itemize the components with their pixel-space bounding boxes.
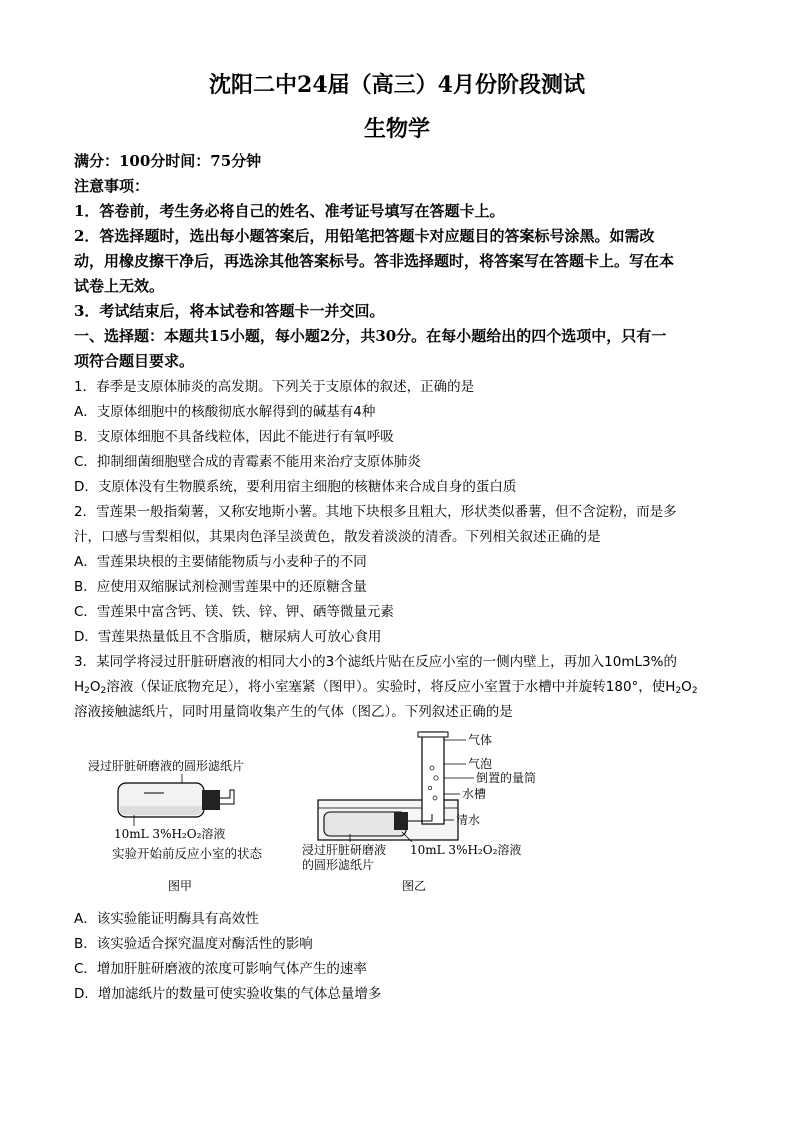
notice-line: 3．考试结束后，将本试卷和答题卡一并交回。 [74,302,385,320]
subject-title: 生物学 [363,116,430,142]
figure-jia [88,758,263,893]
jia-caption: 图甲 [168,879,193,893]
q2-stem: 2．雪莲果一般指菊薯，又称安地斯小薯。其地下块根多且粗大，形状类似番薯，但不含淀粉，而是多 [74,504,677,520]
jia-state-label: 实验开始前反应小室的状态 [112,846,263,861]
section-heading: 项符合题目要求。 [74,352,195,370]
q2-option-d: D．雪莲果热量低且不含脂质，糖尿病人可放心食用 [74,629,382,645]
yi-cylinder-label: 倒置的量筒 [476,771,537,785]
section-heading: 一、选择题：本题共15小题，每小题2分，共30分。在每小题给出的四个选项中，只有一 [74,327,667,345]
q3-stem: $H_2O_2$溶液（保证底物充足），将小室塞紧（图甲）。实验时，将反应小室置于水槽中并旋转180°，使$H_2O_2$ [74,679,698,696]
q3-stem: 溶液接触滤纸片，同时用量筒收集产生的气体（图乙）。下列叙述正确的是 [74,704,513,720]
yi-paper-label: 浸过肝脏研磨液 [302,843,387,857]
jia-solution-label: 10mL 3%H₂O₂溶液 [114,827,226,841]
q2-stem: 汁，口感与雪梨相似，其果肉色泽呈淡黄色，散发着淡淡的清香。下列相关叙述正确的是 [74,529,601,545]
notice-line: 动，用橡皮擦干净后，再选涂其他答案标号。答非选择题时，将答案写在答题卡上。写在本 [74,252,675,270]
q2-option-b: B．应使用双缩脲试剂检测雪莲果中的还原糖含量 [74,579,367,595]
exam-title: 沈阳二中24届（高三）4月份阶段测试 [209,72,585,98]
q2-option-a: A．雪莲果块根的主要储能物质与小麦种子的不同 [74,554,367,570]
yi-tank-label: 水槽 [462,787,487,801]
q1-stem: 1．春季是支原体肺炎的高发期。下列关于支原体的叙述，正确的是 [74,379,475,395]
q1-option-c: C．抑制细菌细胞壁合成的青霉素不能用来治疗支原体肺炎 [74,454,421,470]
q1-option-a: A．支原体细胞中的核酸彻底水解得到的碱基有4种 [74,404,376,420]
q2-option-c: C．雪莲果中富含钙、镁、铁、锌、钾、硒等微量元素 [74,604,394,620]
yi-bubble-label: 气泡 [468,757,493,771]
q3-option-a: A．该实验能证明酶具有高效性 [74,911,259,927]
notice-line: 1．答卷前，考生务必将自己的姓名、准考证号填写在答题卡上。 [74,202,505,220]
yi-gas-label: 气体 [468,733,493,747]
experiment-figure [74,728,724,896]
rubber-stopper [202,790,220,810]
figure-yi [302,732,536,893]
notice-title: 注意事项： [74,177,150,195]
jia-top-label: 浸过肝脏研磨液的圆形滤纸片 [88,759,245,773]
q3-option-b: B．该实验适合探究温度对酶活性的影响 [74,936,313,952]
yi-solution-label: 10mL 3%H₂O₂溶液 [410,843,522,857]
yi-paper-label: 的圆形滤纸片 [302,858,375,872]
notice-line: 2．答选择题时，选出每小题答案后，用铅笔把答题卡对应题目的答案标号涂黑。如需改 [74,227,655,245]
q1-option-d: D．支原体没有生物膜系统，要利用宿主细胞的核糖体来合成自身的蛋白质 [74,479,517,495]
q3-stem: 3．某同学将浸过肝脏研磨液的相同大小的3个滤纸片贴在反应小室的一侧内壁上，再加入10mL3%的 [74,654,677,670]
q3-option-c: C．增加肝脏研磨液的浓度可影响气体产生的速率 [74,961,367,977]
yi-caption: 图乙 [402,879,427,893]
inverted-cylinder [422,732,444,824]
yi-water-label: 清水 [456,813,481,827]
score-time: 满分：100分时间：75分钟 [74,152,262,170]
notice-line: 试卷上无效。 [74,277,165,295]
q3-option-d: D．增加滤纸片的数量可使实验收集的气体总量增多 [74,986,382,1002]
q1-option-b: B．支原体细胞不具备线粒体，因此不能进行有氧呼吸 [74,429,394,445]
